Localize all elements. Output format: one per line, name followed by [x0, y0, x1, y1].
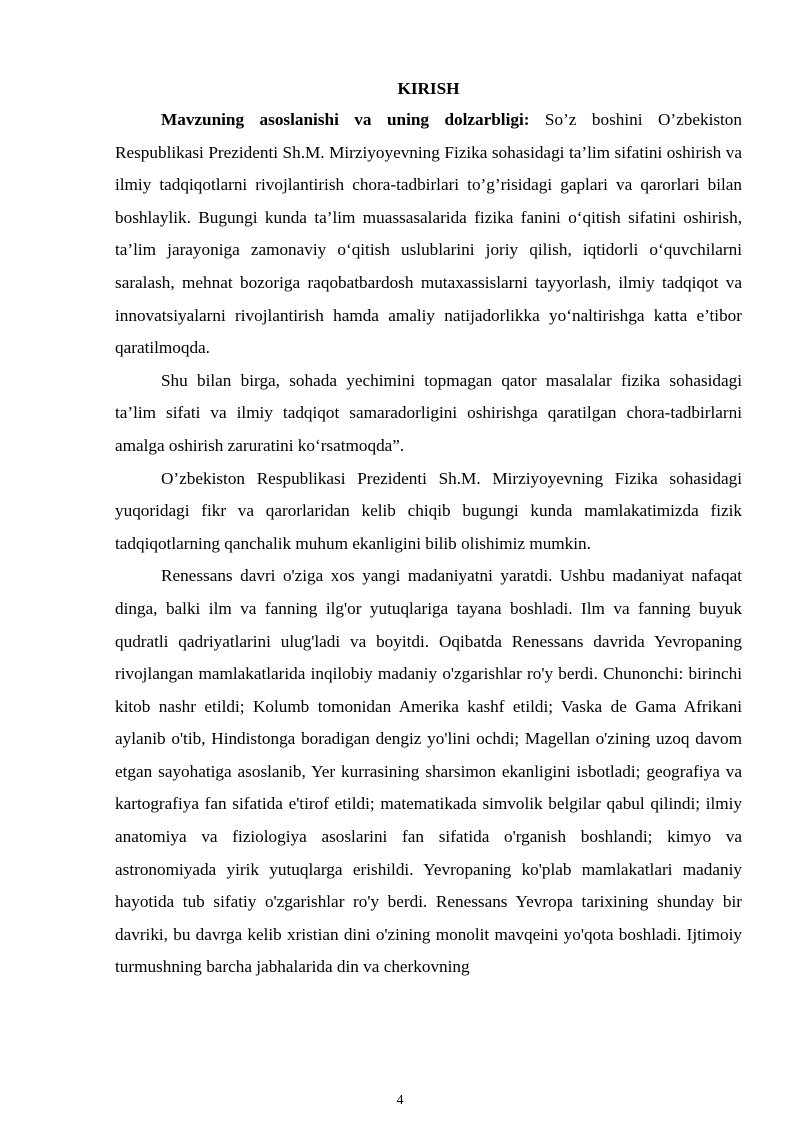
page-number: 4: [396, 1093, 404, 1108]
document-page: [115, 74, 742, 984]
paragraph-4: Renessans davri o'ziga xos yangi madaniyatni yaratdi. Ushbu madaniyat nafaqat dinga, balki ilm va fanning ilg'or yutuqlariga tayana boshladi. Ilm va fanning buyuk qudratli qadriyatlarini ulug'ladi va boyitdi. Oqibatda Renessans davrida Yevropaning rivojlangan mamlakatlarida inqilobiy madaniy o'zgarishlar ro'y berdi. Chunonchi: birinchi kitob nashr etildi; Kolumb tomonidan Amerika kashf etildi; Vaska de Gama Afrikani aylanib o'tib, Hindistonga boradigan dengiz yo'lini ochdi; Magellan o'zining uzoq davom etgan sayohatiga asoslanib, Yer kurrasining sharsimon ekanligini isbotladi; geografiya va kartografiya fan sifatida e'tirof etildi; matematikada simvolik belgilar qabul qilindi; ilmiy anatomiya va fiziologiya asoslarini fan sifatida o'rganish boshlandi; kimyo va astronomiyada yirik yutuqlarga erishildi. Yevropaning ko'plab mamlakatlari madaniy hayotida tub sifatiy o'zgarishlar ro'y berdi. Renessans Yevropa tarixining shunday bir davriki, bu davrga kelib xristian dini o'zining monolit mavqeini yo'qota boshladi. Ijtimoiy turmushning barcha jabhalarida din va cherkovning: [115, 566, 742, 977]
paragraph-1: [115, 104, 742, 365]
paragraph-lead: Mavzuning asoslanishi va uning dolzarbligi:: [161, 110, 530, 129]
paragraph-text: So’z boshini O’zbekiston Respublikasi Prezidenti Sh.M. Mirziyoyevning Fizika sohasidagi ta’lim sifatini oshirish va ilmiy tadqiqotlarni rivojlantirish chora-tadbirlari to’g’risidagi gaplari va qarorlari bilan boshlaylik. Bugungi kunda ta’lim muassasalarida fizika fanini o‘qitish sifatini oshirish, ta’lim jarayoniga zamonaviy o‘qitish uslublarini joriy qilish, iqtidorli o‘quvchilarni saralash, mehnat bozoriga raqobatbardosh mutaxassislarni tayyorlash, ilmiy tadqiqot va innovatsiyalarni rivojlantirish hamda amaliy natijadorlikka yo‘naltirishga katta e’tibor qaratilmoqda.: [115, 110, 742, 358]
paragraph-2: Shu bilan birga, sohada yechimini topmagan qator masalalar fizika sohasidagi ta’lim sifati va ilmiy tadqiqot samaradorligini oshirishga qaratilgan chora-tadbirlarni amalga oshirish zaruratini ko‘rsatmoqda”.: [115, 370, 742, 455]
paragraph-3: O’zbekiston Respublikasi Prezidenti Sh.M. Mirziyoyevning Fizika sohasidagi yuqoridagi fikr va qarorlaridan kelib chiqib bugungi kunda mamlakatimizda fizik tadqiqotlarning qanchalik muhum ekanligini bilib olishimiz mumkin.: [115, 468, 742, 553]
page-title: KIRISH: [397, 79, 460, 98]
